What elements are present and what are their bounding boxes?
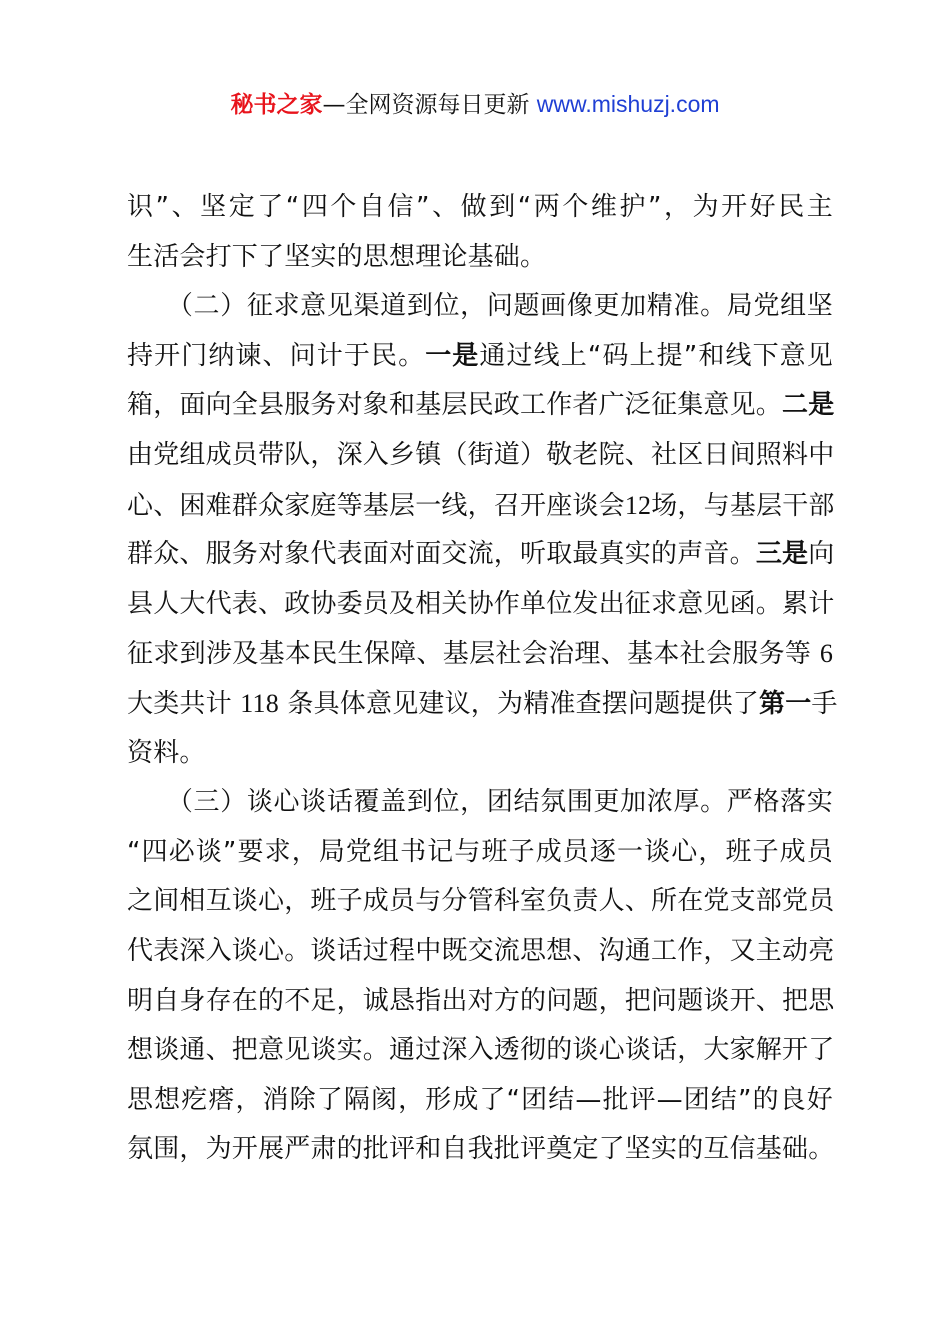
text-line: 之间相互谈心，班子成员与分管科室负责人、所在党支部党员 bbox=[127, 886, 835, 917]
text-segment: 征求到涉及基本民生保障、基层社会治理、基本社会服务等 bbox=[127, 639, 812, 670]
number: 6 bbox=[819, 639, 834, 669]
text-line bbox=[127, 332, 833, 382]
text-segment: 条具体意见建议，为精准查摆问题提供了 bbox=[287, 688, 759, 719]
text-line: 氛围，为开展严肃的批评和自我批评奠定了坚实的互信基础。 bbox=[127, 1134, 835, 1165]
text-line bbox=[127, 381, 833, 431]
text-line: 资料。 bbox=[127, 737, 206, 768]
bold-marker: 一是 bbox=[425, 340, 480, 371]
number: 12 bbox=[624, 490, 652, 520]
text-line: 生活会打下了坚实的思想理论基础。 bbox=[127, 241, 547, 272]
text-line: 想谈通、把意见谈实。通过深入透彻的谈心谈话，大家解开了 bbox=[127, 1035, 835, 1066]
section-heading-line bbox=[127, 778, 833, 828]
number: 118 bbox=[240, 688, 279, 718]
page-header bbox=[0, 86, 950, 123]
bold-marker: 第一 bbox=[759, 688, 812, 719]
text-segment: 群众、服务对象代表面对面交流，听取最真实的声音。 bbox=[127, 539, 756, 570]
text-segment: （二）征求意见渠道到位，问题画像更加精准。局党组坚 bbox=[166, 291, 833, 322]
text-line: 明自身存在的不足，诚恳指出对方的问题，把问题谈开、把思 bbox=[127, 985, 835, 1016]
document-body bbox=[127, 183, 838, 1175]
text-line: 县人大代表、政协委员及相关协作单位发出征求意见函。累计 bbox=[127, 588, 835, 619]
text-segment: 箱，面向全县服务对象和基层民政工作者广泛征集意见。 bbox=[127, 390, 783, 421]
bold-marker: 二是 bbox=[782, 390, 835, 421]
text-segment: 通过线上“码上提”和线下意见 bbox=[479, 340, 833, 371]
text-line bbox=[127, 530, 833, 580]
text-line bbox=[127, 629, 833, 679]
brand-name: 秘书之家 bbox=[230, 92, 323, 118]
website-link[interactable]: www.mishuzj.com bbox=[536, 91, 720, 117]
text-segment: 大类共计 bbox=[127, 688, 232, 719]
text-segment: 向 bbox=[808, 539, 835, 570]
bold-marker: 三是 bbox=[755, 539, 809, 570]
text-line bbox=[127, 679, 838, 729]
text-segment: 场，与基层干部 bbox=[651, 490, 835, 521]
text-line bbox=[127, 481, 833, 531]
text-line: “四必谈”要求，局党组书记与班子成员逐一谈心，班子成员 bbox=[127, 836, 833, 867]
text-segment: 持开门纳谏、问计于民。 bbox=[127, 340, 426, 371]
section-heading-line bbox=[127, 282, 833, 332]
text-line: 识”、坚定了“四个自信”、做到“两个维护”，为开好民主 bbox=[127, 192, 833, 222]
text-line: 思想疙瘩，消除了隔阂，形成了“团结—批评—团结”的良好 bbox=[127, 1084, 833, 1115]
text-segment: 心、困难群众家庭等基层一线，召开座谈会 bbox=[127, 490, 625, 521]
text-segment: （三）谈心谈话覆盖到位，团结氛围更加浓厚。严格落实 bbox=[166, 787, 833, 818]
header-tagline: —全网资源每日更新 bbox=[322, 92, 537, 118]
text-line: 由党组成员带队，深入乡镇（街道）敬老院、社区日间照料中 bbox=[127, 439, 835, 470]
text-segment: 手 bbox=[811, 688, 838, 719]
text-line: 代表深入谈心。谈话过程中既交流思想、沟通工作，又主动亮 bbox=[127, 935, 835, 966]
